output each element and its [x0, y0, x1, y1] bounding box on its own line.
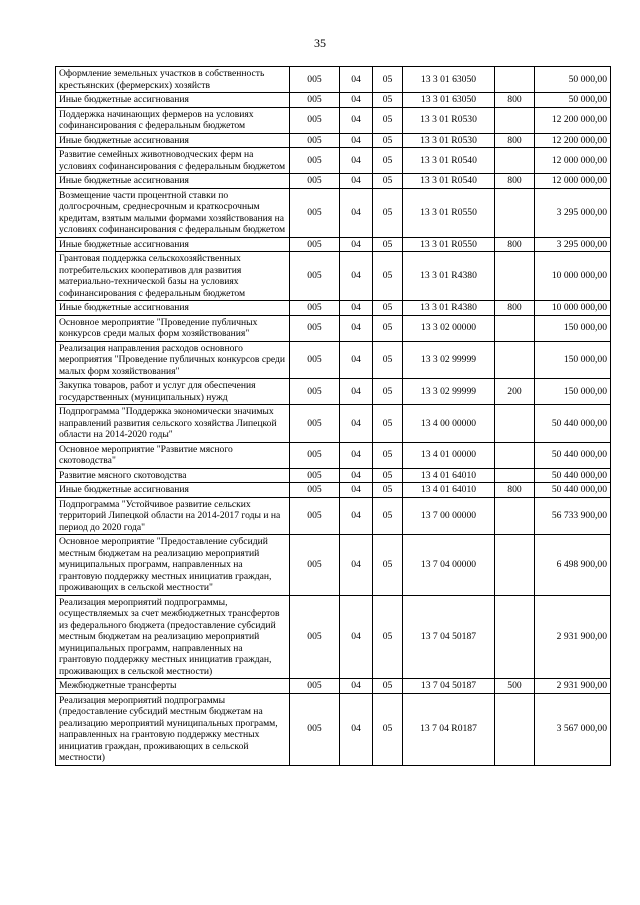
amount-cell: 12 000 000,00	[535, 148, 611, 174]
table-row	[56, 483, 611, 498]
table-row	[56, 595, 611, 679]
row-name-cell: Реализация мероприятий подпрограммы, осуществляемых за счет межбюджетных трансфертов из федерального бюджета (предоставление субсидий местным бюджетам на реализацию мероприятий муниципальных программ, направленных на грантовую поддержку местных инициатив граждан, проживающих в сельской местности)	[56, 595, 290, 679]
subsection-code-cell: 05	[373, 67, 403, 93]
target-article-cell: 13 7 04 00000	[403, 535, 495, 596]
table-row	[56, 133, 611, 148]
target-article-cell: 13 3 01 63050	[403, 93, 495, 108]
section-code-cell: 04	[340, 133, 373, 148]
amount-cell: 6 498 900,00	[535, 535, 611, 596]
table-row	[56, 188, 611, 237]
target-article-cell: 13 3 01 R0540	[403, 174, 495, 189]
row-name-cell: Иные бюджетные ассигнования	[56, 174, 290, 189]
target-article-cell: 13 3 01 R4380	[403, 301, 495, 316]
budget-table	[55, 66, 611, 766]
amount-cell: 2 931 900,00	[535, 595, 611, 679]
section-code-cell: 04	[340, 93, 373, 108]
section-code-cell: 04	[340, 405, 373, 443]
target-article-cell: 13 3 01 R0550	[403, 237, 495, 252]
row-name-cell: Оформление земельных участков в собственность крестьянских (фермерских) хозяйств	[56, 67, 290, 93]
ministry-code-cell: 005	[290, 252, 340, 301]
expense-type-cell	[495, 405, 535, 443]
row-name-cell: Подпрограмма "Поддержка экономически значимых направлений развития сельского хозяйства Липецкой области на 2014-2020 годы"	[56, 405, 290, 443]
table-row	[56, 341, 611, 379]
row-name-cell: Иные бюджетные ассигнования	[56, 133, 290, 148]
expense-type-cell	[495, 315, 535, 341]
expense-type-cell	[495, 252, 535, 301]
subsection-code-cell: 05	[373, 405, 403, 443]
subsection-code-cell: 05	[373, 442, 403, 468]
ministry-code-cell: 005	[290, 188, 340, 237]
row-name-cell: Грантовая поддержка сельскохозяйственных потребительских кооперативов для развития материально-технической базы на условиях софинансирования с федеральным бюджетом	[56, 252, 290, 301]
section-code-cell: 04	[340, 483, 373, 498]
expense-type-cell	[495, 107, 535, 133]
table-row	[56, 497, 611, 535]
row-name-cell: Развитие семейных животноводческих ферм на условиях софинансирования с федеральным бюджетом	[56, 148, 290, 174]
subsection-code-cell: 05	[373, 379, 403, 405]
row-name-cell: Иные бюджетные ассигнования	[56, 483, 290, 498]
expense-type-cell	[495, 442, 535, 468]
section-code-cell: 04	[340, 497, 373, 535]
row-name-cell: Основное мероприятие "Предоставление субсидий местным бюджетам на реализацию мероприятий муниципальных программ, направленных на грантовую поддержку местных инициатив граждан, проживающих в сельской местности"	[56, 535, 290, 596]
expense-type-cell: 800	[495, 93, 535, 108]
amount-cell: 50 440 000,00	[535, 468, 611, 483]
ministry-code-cell: 005	[290, 497, 340, 535]
row-name-cell: Закупка товаров, работ и услуг для обеспечения государственных (муниципальных) нужд	[56, 379, 290, 405]
amount-cell: 50 000,00	[535, 93, 611, 108]
target-article-cell: 13 4 01 64010	[403, 483, 495, 498]
ministry-code-cell: 005	[290, 341, 340, 379]
ministry-code-cell: 005	[290, 693, 340, 765]
row-name-cell: Иные бюджетные ассигнования	[56, 237, 290, 252]
expense-type-cell	[495, 341, 535, 379]
amount-cell: 50 440 000,00	[535, 442, 611, 468]
amount-cell: 150 000,00	[535, 341, 611, 379]
section-code-cell: 04	[340, 67, 373, 93]
amount-cell: 56 733 900,00	[535, 497, 611, 535]
amount-cell: 50 440 000,00	[535, 483, 611, 498]
subsection-code-cell: 05	[373, 188, 403, 237]
subsection-code-cell: 05	[373, 468, 403, 483]
target-article-cell: 13 3 01 R4380	[403, 252, 495, 301]
table-row	[56, 237, 611, 252]
expense-type-cell: 800	[495, 301, 535, 316]
amount-cell: 150 000,00	[535, 315, 611, 341]
target-article-cell: 13 3 01 R0540	[403, 148, 495, 174]
amount-cell: 12 200 000,00	[535, 133, 611, 148]
row-name-cell: Иные бюджетные ассигнования	[56, 301, 290, 316]
expense-type-cell	[495, 595, 535, 679]
row-name-cell: Основное мероприятие "Проведение публичных конкурсов среди малых форм хозяйствования"	[56, 315, 290, 341]
amount-cell: 10 000 000,00	[535, 252, 611, 301]
table-row	[56, 148, 611, 174]
section-code-cell: 04	[340, 693, 373, 765]
section-code-cell: 04	[340, 107, 373, 133]
subsection-code-cell: 05	[373, 341, 403, 379]
subsection-code-cell: 05	[373, 237, 403, 252]
table-row	[56, 315, 611, 341]
expense-type-cell	[495, 148, 535, 174]
ministry-code-cell: 005	[290, 315, 340, 341]
amount-cell: 3 295 000,00	[535, 188, 611, 237]
expense-type-cell: 500	[495, 679, 535, 694]
amount-cell: 10 000 000,00	[535, 301, 611, 316]
row-name-cell: Реализация направления расходов основного мероприятия "Проведение публичных конкурсов среди малых форм хозяйствования"	[56, 341, 290, 379]
amount-cell: 12 200 000,00	[535, 107, 611, 133]
expense-type-cell	[495, 535, 535, 596]
row-name-cell: Подпрограмма "Устойчивое развитие сельских территорий Липецкой области на 2014-2017 годы и на период до 2020 года"	[56, 497, 290, 535]
expense-type-cell	[495, 693, 535, 765]
row-name-cell: Поддержка начинающих фермеров на условиях софинансирования с федеральным бюджетом	[56, 107, 290, 133]
section-code-cell: 04	[340, 379, 373, 405]
section-code-cell: 04	[340, 252, 373, 301]
expense-type-cell: 800	[495, 133, 535, 148]
table-body	[56, 67, 611, 766]
target-article-cell: 13 4 01 64010	[403, 468, 495, 483]
amount-cell: 3 567 000,00	[535, 693, 611, 765]
ministry-code-cell: 005	[290, 174, 340, 189]
section-code-cell: 04	[340, 468, 373, 483]
expense-type-cell	[495, 188, 535, 237]
target-article-cell: 13 7 04 50187	[403, 595, 495, 679]
amount-cell: 12 000 000,00	[535, 174, 611, 189]
ministry-code-cell: 005	[290, 405, 340, 443]
subsection-code-cell: 05	[373, 107, 403, 133]
row-name-cell: Реализация мероприятий подпрограммы (предоставление субсидий местным бюджетам на реализацию мероприятий муниципальных программ, направленных на грантовую поддержку местных инициатив граждан, проживающих в сельской местности)	[56, 693, 290, 765]
expense-type-cell: 800	[495, 237, 535, 252]
ministry-code-cell: 005	[290, 107, 340, 133]
subsection-code-cell: 05	[373, 679, 403, 694]
ministry-code-cell: 005	[290, 442, 340, 468]
section-code-cell: 04	[340, 341, 373, 379]
subsection-code-cell: 05	[373, 148, 403, 174]
target-article-cell: 13 3 02 00000	[403, 315, 495, 341]
ministry-code-cell: 005	[290, 67, 340, 93]
subsection-code-cell: 05	[373, 497, 403, 535]
row-name-cell: Межбюджетные трансферты	[56, 679, 290, 694]
amount-cell: 3 295 000,00	[535, 237, 611, 252]
ministry-code-cell: 005	[290, 483, 340, 498]
table-row	[56, 535, 611, 596]
subsection-code-cell: 05	[373, 483, 403, 498]
target-article-cell: 13 7 00 00000	[403, 497, 495, 535]
subsection-code-cell: 05	[373, 252, 403, 301]
section-code-cell: 04	[340, 174, 373, 189]
section-code-cell: 04	[340, 679, 373, 694]
section-code-cell: 04	[340, 595, 373, 679]
table-row	[56, 468, 611, 483]
section-code-cell: 04	[340, 442, 373, 468]
ministry-code-cell: 005	[290, 301, 340, 316]
target-article-cell: 13 3 02 99999	[403, 341, 495, 379]
subsection-code-cell: 05	[373, 301, 403, 316]
row-name-cell: Возмещение части процентной ставки по долгосрочным, среднесрочным и краткосрочным кредитам, взятым малыми формами хозяйствования на условиях софинансирования с федеральным бюджетом	[56, 188, 290, 237]
expense-type-cell	[495, 497, 535, 535]
target-article-cell: 13 4 01 00000	[403, 442, 495, 468]
row-name-cell: Основное мероприятие "Развитие мясного скотоводства"	[56, 442, 290, 468]
ministry-code-cell: 005	[290, 148, 340, 174]
ministry-code-cell: 005	[290, 237, 340, 252]
ministry-code-cell: 005	[290, 679, 340, 694]
target-article-cell: 13 3 01 R0530	[403, 133, 495, 148]
row-name-cell: Развитие мясного скотоводства	[56, 468, 290, 483]
page-number: 35	[314, 36, 326, 50]
section-code-cell: 04	[340, 148, 373, 174]
amount-cell: 50 000,00	[535, 67, 611, 93]
ministry-code-cell: 005	[290, 595, 340, 679]
subsection-code-cell: 05	[373, 693, 403, 765]
ministry-code-cell: 005	[290, 379, 340, 405]
subsection-code-cell: 05	[373, 535, 403, 596]
subsection-code-cell: 05	[373, 174, 403, 189]
target-article-cell: 13 3 01 R0550	[403, 188, 495, 237]
section-code-cell: 04	[340, 315, 373, 341]
section-code-cell: 04	[340, 188, 373, 237]
table-row	[56, 301, 611, 316]
table-row	[56, 405, 611, 443]
table-row	[56, 442, 611, 468]
amount-cell: 2 931 900,00	[535, 679, 611, 694]
ministry-code-cell: 005	[290, 468, 340, 483]
section-code-cell: 04	[340, 301, 373, 316]
table-row	[56, 679, 611, 694]
target-article-cell: 13 7 04 R0187	[403, 693, 495, 765]
section-code-cell: 04	[340, 535, 373, 596]
ministry-code-cell: 005	[290, 93, 340, 108]
subsection-code-cell: 05	[373, 595, 403, 679]
expense-type-cell: 800	[495, 483, 535, 498]
expense-type-cell	[495, 468, 535, 483]
expense-type-cell: 200	[495, 379, 535, 405]
subsection-code-cell: 05	[373, 315, 403, 341]
table-row	[56, 67, 611, 93]
target-article-cell: 13 3 01 R0530	[403, 107, 495, 133]
expense-type-cell	[495, 67, 535, 93]
subsection-code-cell: 05	[373, 93, 403, 108]
amount-cell: 50 440 000,00	[535, 405, 611, 443]
table-row	[56, 107, 611, 133]
section-code-cell: 04	[340, 237, 373, 252]
target-article-cell: 13 3 02 99999	[403, 379, 495, 405]
table-row	[56, 93, 611, 108]
target-article-cell: 13 7 04 50187	[403, 679, 495, 694]
subsection-code-cell: 05	[373, 133, 403, 148]
amount-cell: 150 000,00	[535, 379, 611, 405]
table-row	[56, 693, 611, 765]
target-article-cell: 13 4 00 00000	[403, 405, 495, 443]
ministry-code-cell: 005	[290, 133, 340, 148]
table-row	[56, 174, 611, 189]
expense-type-cell: 800	[495, 174, 535, 189]
table-row	[56, 252, 611, 301]
table-row	[56, 379, 611, 405]
ministry-code-cell: 005	[290, 535, 340, 596]
row-name-cell: Иные бюджетные ассигнования	[56, 93, 290, 108]
target-article-cell: 13 3 01 63050	[403, 67, 495, 93]
